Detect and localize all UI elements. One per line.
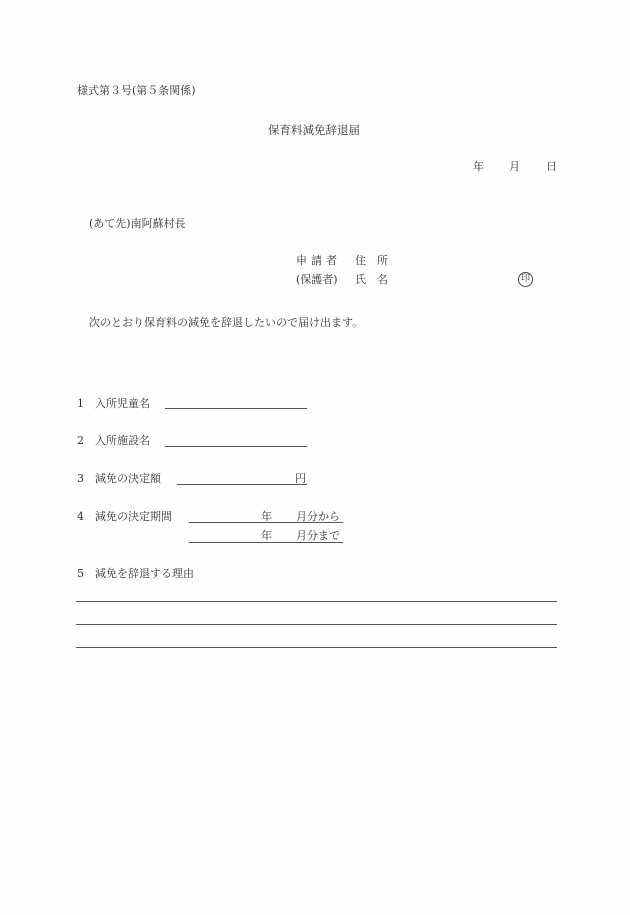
date-year-label: 年: [473, 160, 484, 173]
period-from-suffix: 月分から: [296, 510, 340, 523]
period-from-year: 年: [261, 510, 272, 523]
name-label: 氏 名: [355, 273, 388, 286]
guardian-label: (保護者): [296, 273, 338, 286]
item-label-reason: 減免を辞退する理由: [95, 567, 194, 580]
reason-line-1[interactable]: [76, 601, 557, 602]
item-label-child-name: 入所児童名: [95, 397, 150, 410]
addressee: (あて先)南阿蘇村長: [89, 217, 186, 230]
item-number: 1: [77, 397, 84, 410]
statement: 次のとおり保育料の減免を辞退したいので届け出ます。: [89, 316, 364, 329]
amount-field[interactable]: [177, 484, 307, 485]
period-to-suffix: 月分まで: [296, 529, 340, 542]
item-label-facility-name: 入所施設名: [95, 434, 150, 447]
item-label-amount: 減免の決定額: [95, 472, 161, 485]
seal-icon: 印: [518, 272, 533, 287]
yen-unit: 円: [295, 472, 306, 485]
period-to-year: 年: [261, 529, 272, 542]
item-number: 2: [77, 434, 84, 447]
date-month-label: 月: [509, 160, 520, 173]
item-number: 4: [77, 510, 84, 523]
reason-line-3[interactable]: [76, 647, 557, 648]
document-title: 保育料減免辞退届: [268, 123, 360, 137]
child-name-field[interactable]: [165, 408, 307, 409]
item-label-period: 減免の決定期間: [95, 510, 172, 523]
item-number: 3: [77, 472, 84, 485]
facility-name-field[interactable]: [165, 446, 307, 447]
date-day-label: 日: [546, 160, 557, 173]
applicant-role: 申請者: [296, 254, 341, 267]
reason-line-2[interactable]: [76, 624, 557, 625]
form-number: 様式第３号(第５条関係): [77, 84, 196, 97]
item-number: 5: [77, 567, 84, 580]
address-label: 住 所: [355, 254, 388, 267]
